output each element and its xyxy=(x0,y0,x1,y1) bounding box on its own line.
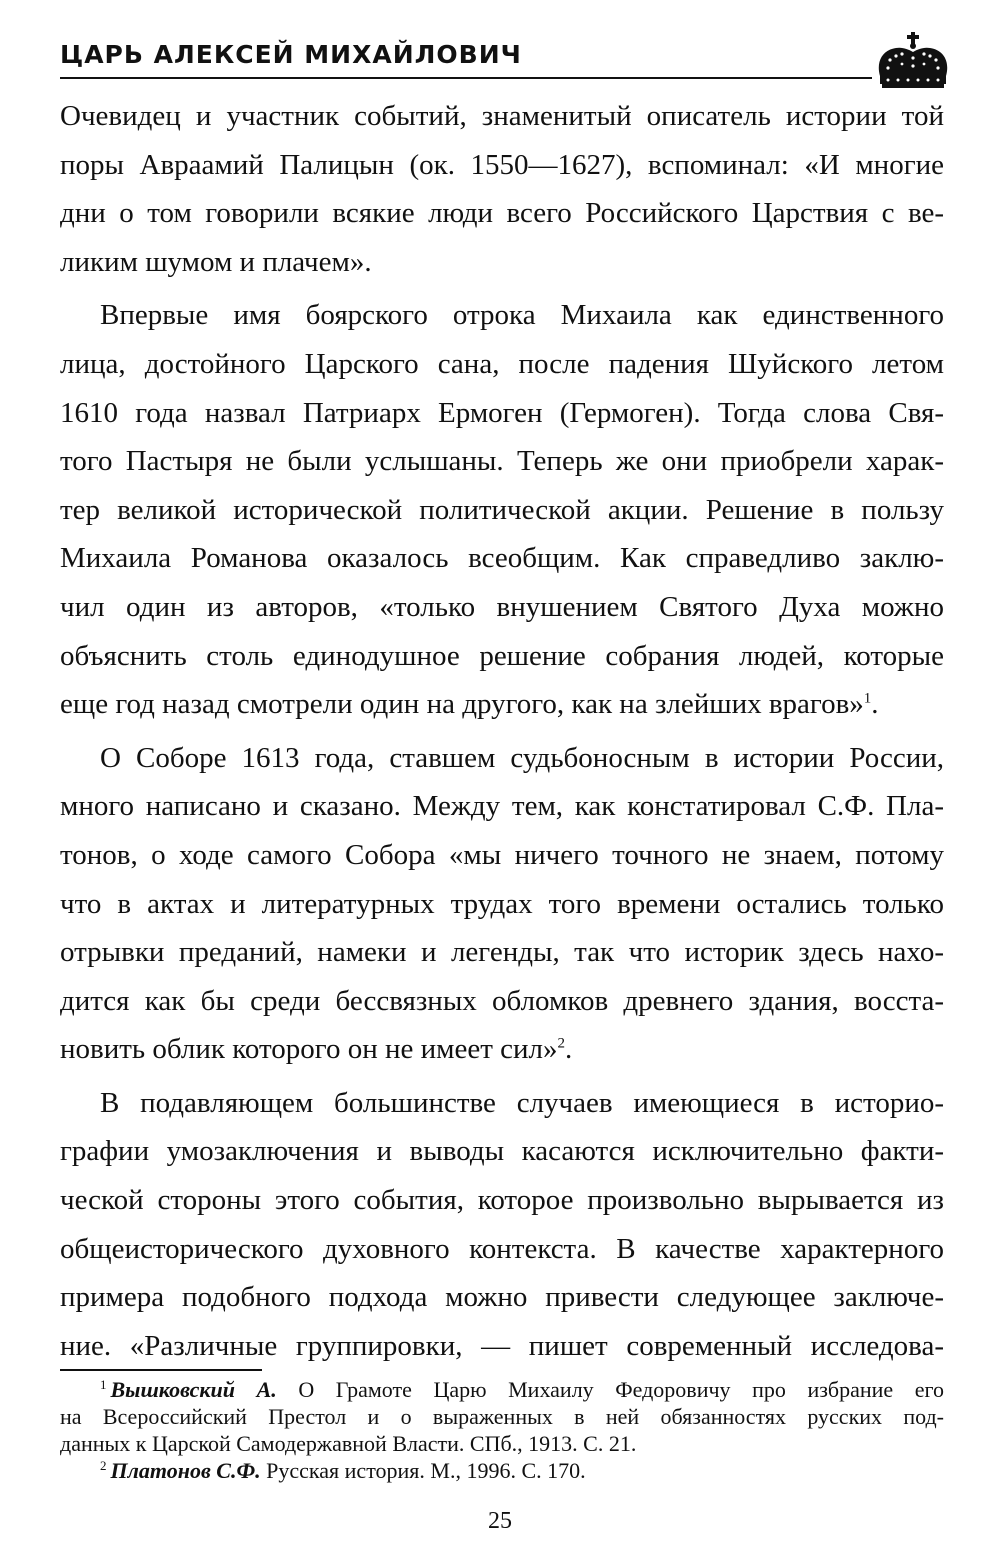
footnote-number: 1 xyxy=(100,1376,107,1392)
text-line: Очевидец и участник событий, знаменитый описатель истории той xyxy=(60,100,944,132)
text-line: Впервые имя боярского отрока Михаила как единственного xyxy=(100,299,944,332)
text-line xyxy=(60,680,944,729)
text-line: тонов, о ходе самого Собора «мы ничего точного не знаем, потому xyxy=(60,838,944,871)
crown-icon xyxy=(874,32,952,90)
paragraph xyxy=(60,734,944,1074)
text-line: примера подобного подхода можно привести следующее заключе- xyxy=(60,1281,944,1314)
text-line: ликим шумом и плачем». xyxy=(60,245,372,278)
line-end-punct: . xyxy=(565,1033,573,1066)
footnote-line: данных к Царской Самодержавной Власти. СПб., 1913. С. 21. xyxy=(60,1431,637,1456)
text-line: дится как бы среди бессвязных обломков древнего здания, восста- xyxy=(60,984,944,1017)
text-line: того Пастыря не были услышаны. Теперь же они приобрели харак- xyxy=(60,445,944,478)
footnote-line xyxy=(60,1457,944,1484)
text-line-content: новить облик которого он не имеет сил» xyxy=(60,1033,558,1066)
footnote-ref: 1 xyxy=(863,690,872,707)
footnote-author: Вышковский А. xyxy=(110,1377,277,1402)
footnote-text: Русская история. М., 1996. С. 170. xyxy=(266,1458,586,1483)
text-line: графии умозаключения и выводы касаются исключительно факти- xyxy=(60,1135,944,1168)
text-line: 1610 года назвал Патриарх Ермоген (Гермоген). Тогда слова Свя- xyxy=(60,396,944,429)
paragraph xyxy=(60,92,944,286)
text-line: общеисторического духовного контекста. В качестве характерного xyxy=(60,1232,944,1265)
footnotes xyxy=(60,1376,944,1484)
running-title: ЦАРЬ АЛЕКСЕЙ МИХАЙЛОВИЧ xyxy=(60,40,522,69)
text-line: объяснить столь единодушное решение собрания людей, которые xyxy=(60,639,944,672)
footnote-rule xyxy=(60,1369,262,1371)
footnote-line: на Всероссийский Престол и о выраженных в ней обязанностях русских под- xyxy=(60,1404,944,1429)
footnote-author: Платонов С.Ф. xyxy=(110,1458,261,1483)
text-line: Михаила Романова оказалось всеобщим. Как справедливо заклю- xyxy=(60,542,944,575)
header-rule xyxy=(60,77,872,79)
text-line: что в актах и литературных трудах того времени остались только xyxy=(60,887,944,920)
text-line-content: еще год назад смотрели один на другого, как на злейших врагов» xyxy=(60,688,864,721)
text-line: отрывки преданий, намеки и легенды, так что историк здесь нахо- xyxy=(60,936,944,969)
footnote-number: 2 xyxy=(100,1457,107,1473)
text-line: поры Авраамий Палицын (ок. 1550—1627), вспоминал: «И многие xyxy=(60,148,944,181)
running-header xyxy=(60,36,960,86)
paragraph xyxy=(60,1079,944,1371)
text-line: ческой стороны этого события, которое произвольно вырывается из xyxy=(60,1184,944,1217)
text-line: дни о том говорили всякие люди всего Российского Царствия с ве- xyxy=(60,197,944,230)
footnote-ref: 2 xyxy=(557,1035,566,1052)
text-line: лица, достойного Царского сана, после падения Шуйского летом xyxy=(60,347,944,380)
text-line: тер великой исторической политической акции. Решение в пользу xyxy=(60,493,944,526)
text-line: много написано и сказано. Между тем, как констатировал С.Ф. Пла- xyxy=(60,790,944,823)
paragraph xyxy=(60,291,944,728)
text-line: чил один из авторов, «только внушением Святого Духа можно xyxy=(60,590,944,623)
line-end-punct: . xyxy=(871,688,879,721)
text-line: О Соборе 1613 года, ставшем судьбоносным в истории России, xyxy=(100,741,944,774)
footnote xyxy=(60,1376,944,1457)
page-number: 25 xyxy=(488,1508,512,1534)
footnote-text: О Грамоте Царю Михаилу Федоровичу про избрание его xyxy=(298,1377,944,1402)
footnote-line xyxy=(60,1376,944,1403)
text-line: В подавляющем большинстве случаев имеющиеся в историо- xyxy=(100,1086,944,1119)
footnote xyxy=(60,1457,944,1484)
text-line xyxy=(60,1025,944,1074)
body-text xyxy=(60,92,944,1370)
text-line: ние. «Различные группировки, — пишет современный исследова- xyxy=(60,1329,944,1362)
